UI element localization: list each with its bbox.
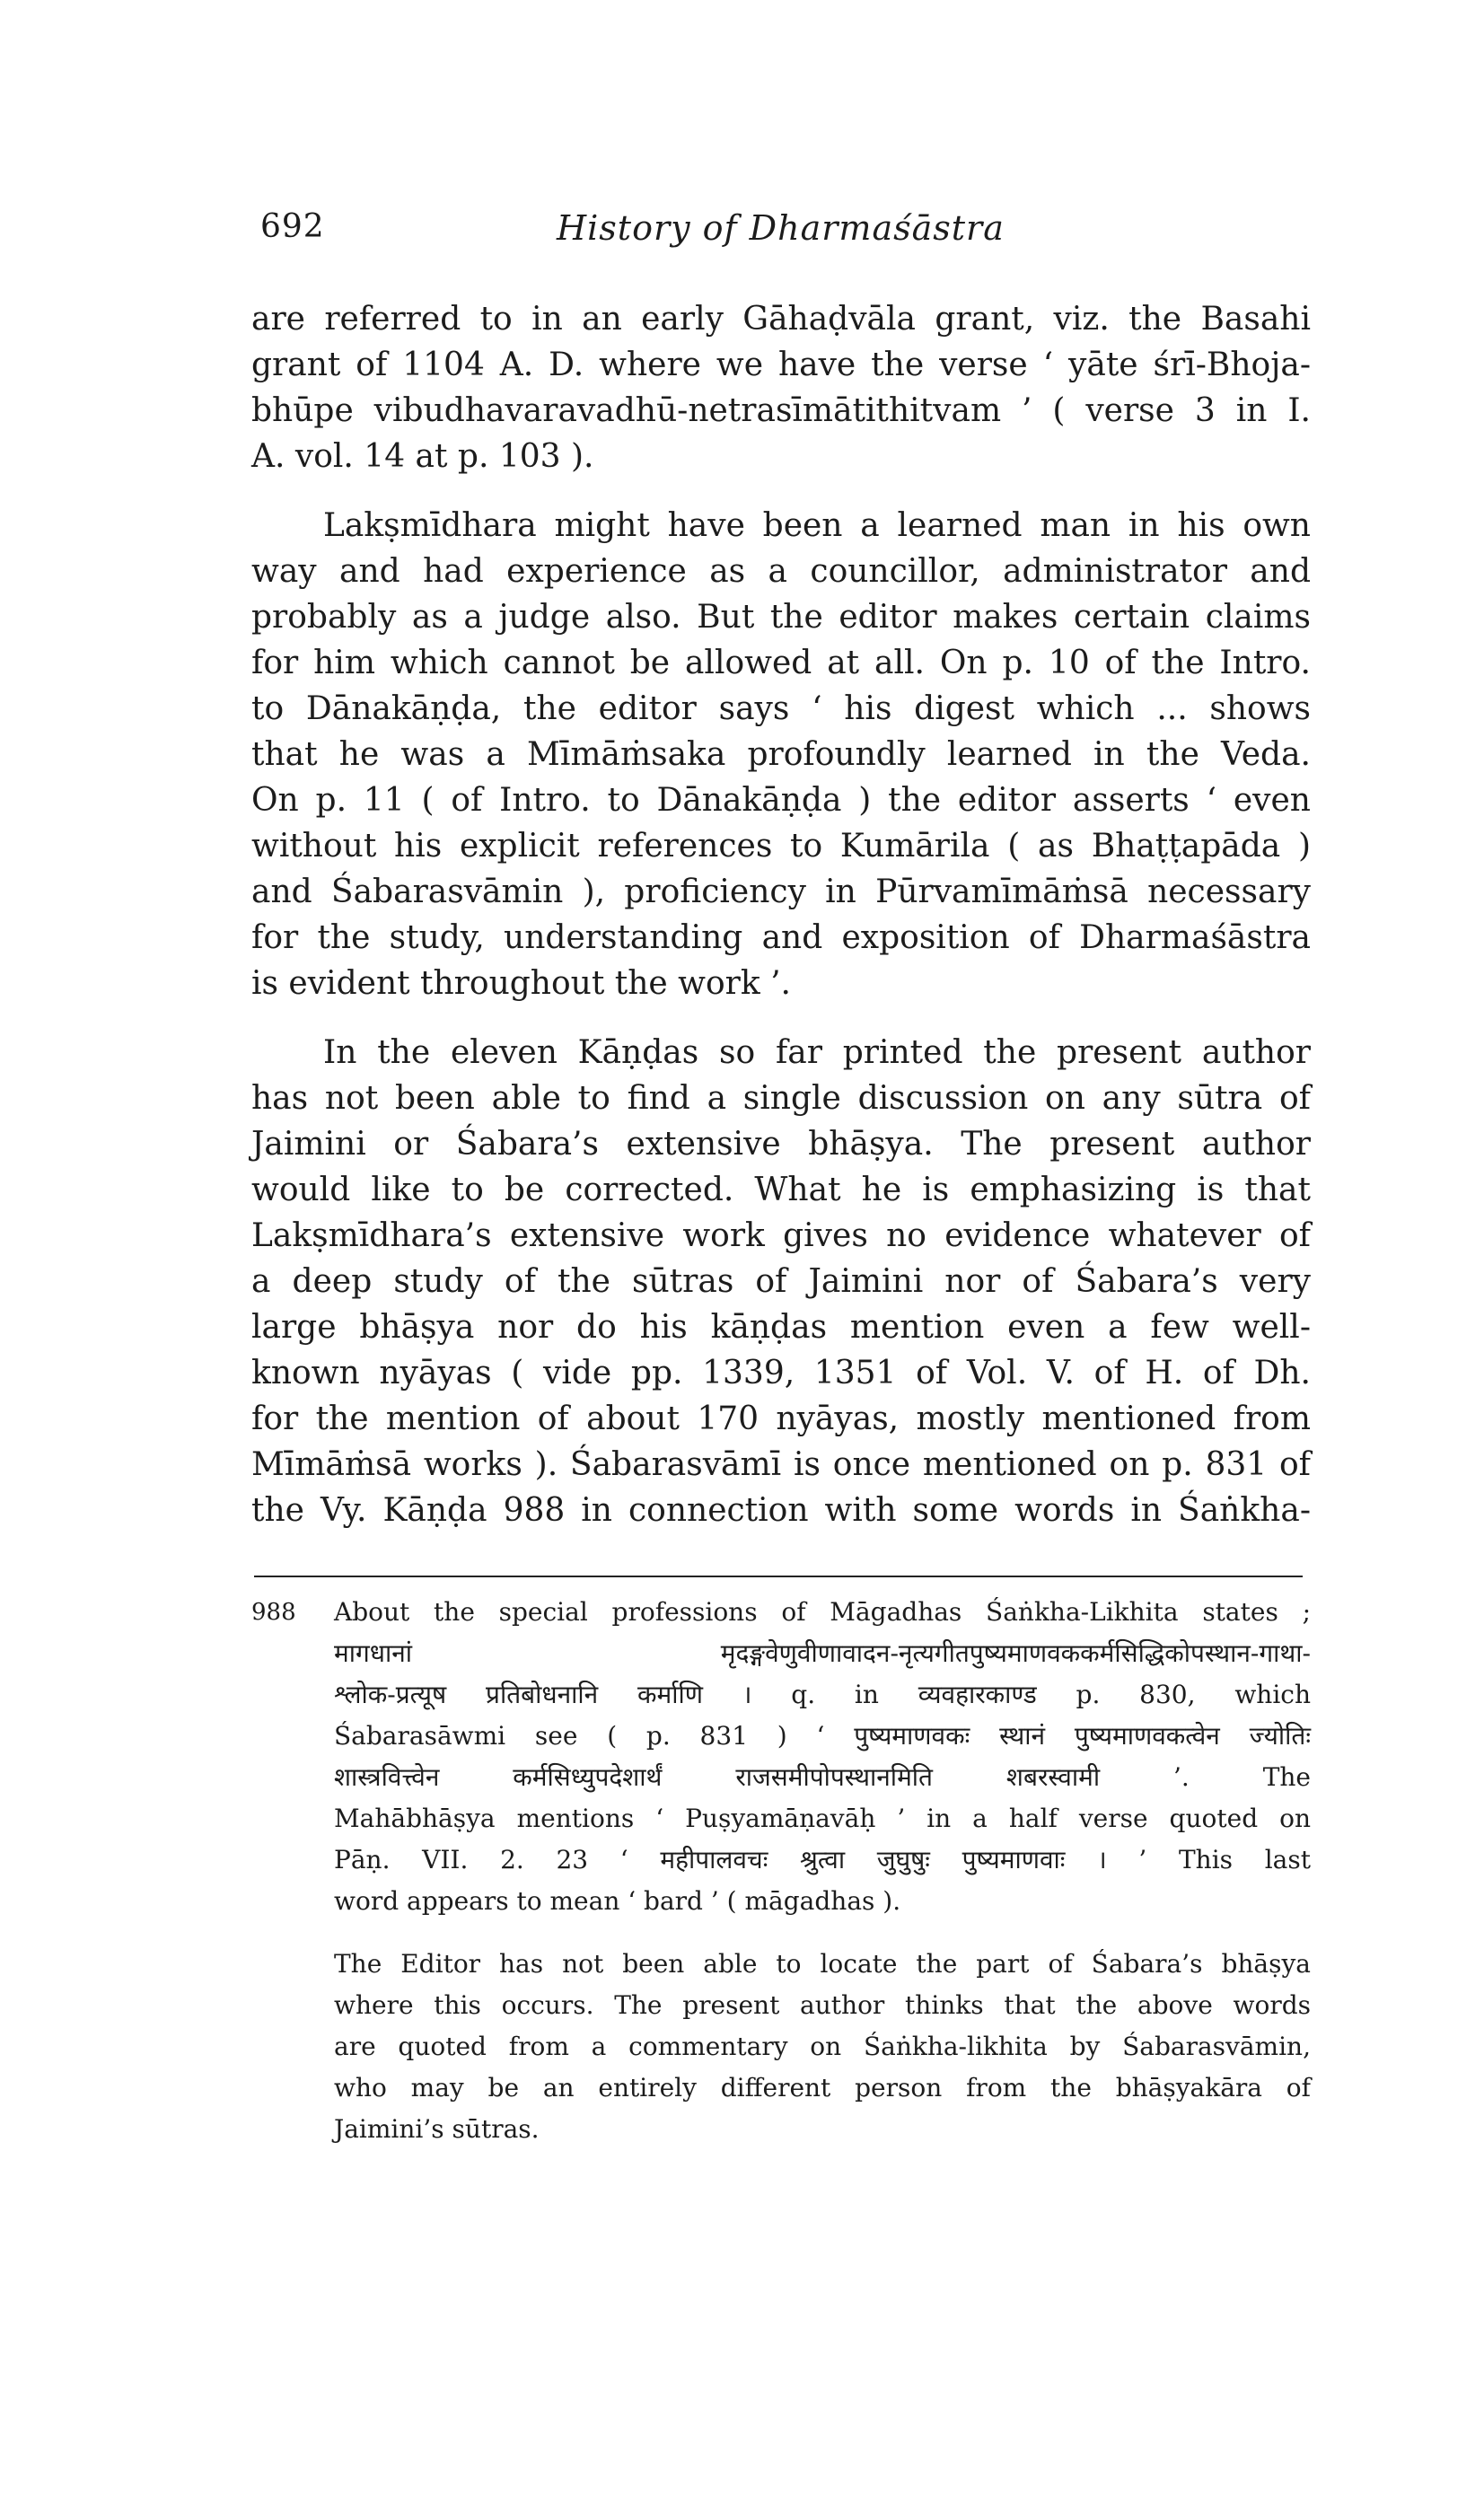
text-line: grant of 1104 A. D. where we have the verse ‘ yāte śrī-Bhoja- xyxy=(251,347,1311,383)
text-line: A. vol. 14 at p. 103 ). xyxy=(251,438,594,475)
footnote-line: where this occurs. The present author thinks that the above words xyxy=(334,1990,1311,2020)
footnote-line: Mahābhāṣya mentions ‘ Puṣyamāṇavāḥ ’ in a half verse quoted on xyxy=(334,1804,1311,1833)
footnote-divider xyxy=(254,1576,1303,1577)
text-line: for him which cannot be allowed at all. On p. 10 of the Intro. xyxy=(251,645,1311,681)
text-line: to Dānakāṇḍa, the editor says ‘ his digest which ... shows xyxy=(251,690,1311,727)
text-line: the Vy. Kāṇḍa 988 in connection with some words in Śaṅkha- xyxy=(251,1492,1311,1529)
text-line: In the eleven Kāṇḍas so far printed the present author xyxy=(323,1034,1311,1071)
footnote-line: Pāṇ. VII. 2. 23 ‘ महीपालवचः श्रुत्वा जुघुषुः पुष्यमाणवाः । ’ This last xyxy=(334,1845,1311,1874)
text-line: way and had experience as a councillor, administrator and xyxy=(251,553,1311,590)
text-line: without his explicit references to Kumārila ( as Bhaṭṭapāda ) xyxy=(251,828,1311,865)
footnote-number: 988 xyxy=(251,1599,296,1626)
text-line: probably as a judge also. But the editor makes certain claims xyxy=(251,599,1311,636)
text-line: large bhāṣya nor do his kāṇḍas mention even a few well- xyxy=(251,1309,1311,1346)
paragraph-2 xyxy=(251,503,1311,1006)
text-line: for the study, understanding and exposition of Dharmaśāstra xyxy=(251,919,1311,956)
footnote-line: are quoted from a commentary on Śaṅkha-likhita by Śabarasvāmin, xyxy=(334,2032,1311,2061)
footnote-line: मागधानां मृदङ्गवेणुवीणावादन-नृत्यगीतपुष्यमाणवककर्मसिद्धिकोपस्थान-गाथा- xyxy=(334,1638,1311,1668)
footnote-line: Śabarasāwmi see ( p. 831 ) ‘ पुष्यमाणवकः स्थानं पुष्यमाणवकत्वेन ज्योतिः xyxy=(334,1721,1311,1751)
footnote-body xyxy=(334,1592,1311,2150)
page-number: 692 xyxy=(260,208,325,245)
paragraph-1 xyxy=(251,296,1311,479)
running-title: History of Dharmaśāstra xyxy=(557,208,1005,248)
text-line: known nyāyas ( vide pp. 1339, 1351 of Vol. V. of H. of Dh. xyxy=(251,1355,1311,1391)
footnote-line: The Editor has not been able to locate the part of Śabara’s bhāṣya xyxy=(334,1949,1311,1979)
text-line: is evident throughout the work ’. xyxy=(251,965,791,1002)
paragraph-3 xyxy=(251,1030,1311,1533)
page-header xyxy=(260,208,1320,262)
text-line: Jaimini or Śabara’s extensive bhāṣya. The present author xyxy=(251,1126,1311,1163)
footnote-line: About the special professions of Māgadhas Śaṅkha-Likhita states ; xyxy=(334,1597,1311,1627)
text-line: for the mention of about 170 nyāyas, mostly mentioned from xyxy=(251,1400,1311,1437)
text-line: On p. 11 ( of Intro. to Dānakāṇḍa ) the editor asserts ‘ even xyxy=(251,782,1311,819)
text-line: Mīmāṁsā works ). Śabarasvāmī is once mentioned on p. 831 of xyxy=(251,1446,1311,1483)
text-line: has not been able to find a single discussion on any sūtra of xyxy=(251,1080,1311,1117)
footnote-line: शास्त्रवित्त्वेन कर्मसिध्युपदेशार्थं राजसमीपोपस्थानमिति शबरस्वामी ’. The xyxy=(334,1762,1311,1792)
footnote-line: who may be an entirely different person from the bhāṣyakāra of xyxy=(334,2073,1311,2103)
footnote-line: Jaimini’s sūtras. xyxy=(334,2114,540,2144)
body-text xyxy=(251,296,1311,1557)
text-line: bhūpe vibudhavaravadhū-netrasīmātithitvam ’ ( verse 3 in I. xyxy=(251,392,1311,429)
text-line: are referred to in an early Gāhaḍvāla grant, viz. the Basahi xyxy=(251,301,1311,338)
text-line: Lakṣmīdhara might have been a learned man in his own xyxy=(323,507,1311,544)
text-line: that he was a Mīmāṁsaka profoundly learned in the Veda. xyxy=(251,736,1311,773)
text-line: and Śabarasvāmin ), proficiency in Pūrvamīmāṁsā necessary xyxy=(251,874,1311,910)
footnote xyxy=(251,1592,1311,2150)
text-line: a deep study of the sūtras of Jaimini nor of Śabara’s very xyxy=(251,1263,1311,1300)
footnote-line: श्लोक-प्रत्यूष प्रतिबोधनानि कर्माणि । q. in व्यवहारकाण्ड p. 830, which xyxy=(334,1680,1311,1709)
text-line: would like to be corrected. What he is emphasizing is that xyxy=(251,1172,1311,1208)
footnote-paragraph-2 xyxy=(334,1944,1311,2150)
text-line: Lakṣmīdhara’s extensive work gives no evidence whatever of xyxy=(251,1217,1311,1254)
footnote-line: word appears to mean ‘ bard ’ ( māgadhas ). xyxy=(334,1886,901,1916)
